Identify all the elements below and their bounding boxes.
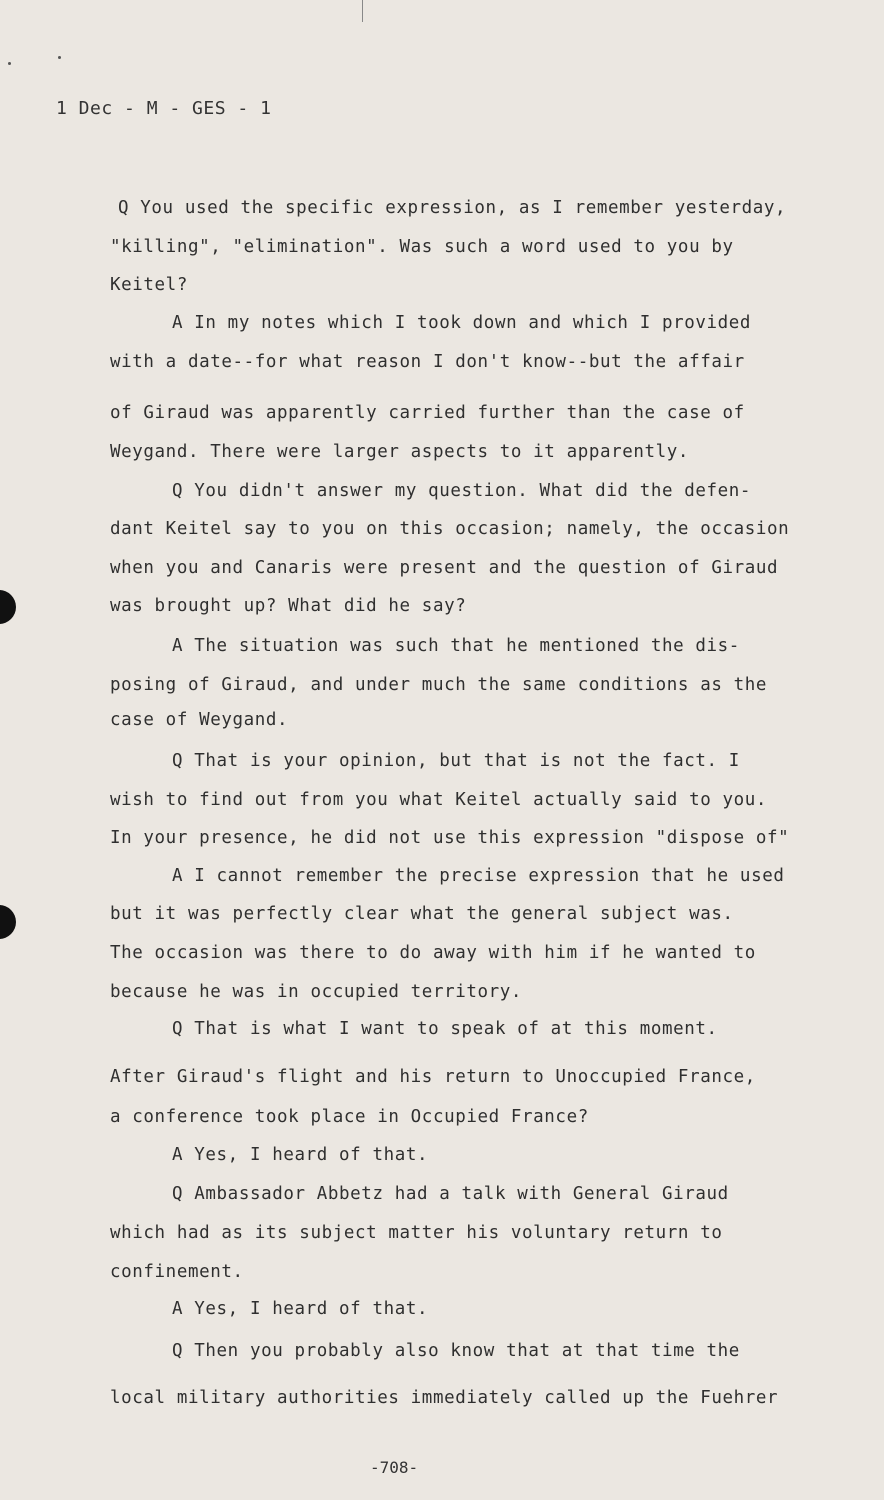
text-line: confinement. — [110, 1262, 244, 1282]
page-header: 1 Dec - M - GES - 1 — [56, 98, 272, 119]
text-line: Keitel? — [110, 275, 188, 295]
text-line: with a date--for what reason I don't know--but the affair — [110, 352, 745, 372]
text-line: was brought up? What did he say? — [110, 596, 467, 616]
text-line: Q Ambassador Abbetz had a talk with General Giraud — [172, 1184, 729, 1204]
fold-mark — [362, 0, 363, 22]
text-line: local military authorities immediately called up the Fuehrer — [110, 1388, 779, 1408]
text-line: After Giraud's flight and his return to Unoccupied France, — [110, 1067, 756, 1087]
speck — [58, 56, 61, 59]
text-line: A I cannot remember the precise expression that he used — [172, 866, 785, 886]
text-line: Q You didn't answer my question. What did the defen- — [172, 481, 752, 501]
page-number: -708- — [370, 1458, 419, 1477]
text-line: posing of Giraud, and under much the same conditions as the — [110, 675, 768, 695]
text-line: Q Then you probably also know that at that time the — [172, 1341, 740, 1361]
text-line: A The situation was such that he mentioned the dis- — [172, 636, 740, 656]
text-line: because he was in occupied territory. — [110, 982, 523, 1002]
text-line: when you and Canaris were present and the question of Giraud — [110, 558, 779, 578]
text-line: In your presence, he did not use this expression "dispose of" — [110, 828, 790, 848]
text-line: dant Keitel say to you on this occasion; namely, the occasion — [110, 519, 790, 539]
text-line: A Yes, I heard of that. — [172, 1299, 429, 1319]
text-line: a conference took place in Occupied France? — [110, 1107, 589, 1127]
text-line: A In my notes which I took down and which I provided — [172, 313, 752, 333]
text-line: of Giraud was apparently carried further than the case of — [110, 403, 745, 423]
text-line: case of Weygand. — [110, 710, 289, 730]
text-line: Q That is what I want to speak of at this moment. — [172, 1019, 718, 1039]
text-line: Q That is your opinion, but that is not the fact. I — [172, 751, 740, 771]
text-line: Weygand. There were larger aspects to it apparently. — [110, 442, 690, 462]
text-line: "killing", "elimination". Was such a word used to you by — [110, 237, 734, 257]
punch-hole — [0, 590, 16, 624]
text-line: but it was perfectly clear what the general subject was. — [110, 904, 734, 924]
text-line: wish to find out from you what Keitel actually said to you. — [110, 790, 768, 810]
speck — [8, 62, 11, 65]
text-line: A Yes, I heard of that. — [172, 1145, 429, 1165]
text-line: The occasion was there to do away with him if he wanted to — [110, 943, 756, 963]
text-line: which had as its subject matter his voluntary return to — [110, 1223, 723, 1243]
text-line: Q You used the specific expression, as I remember yesterday, — [118, 198, 787, 218]
punch-hole — [0, 905, 16, 939]
